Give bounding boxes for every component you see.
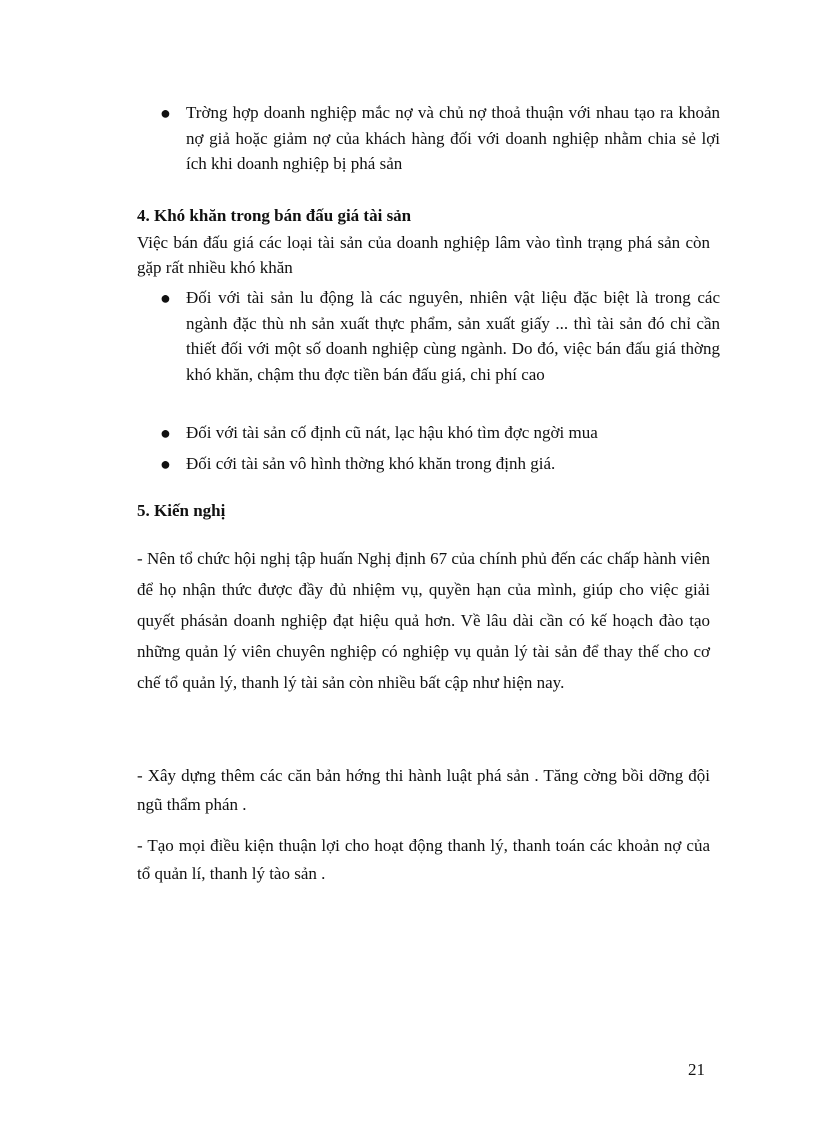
bullet-text: Đối với tài sản cố định cũ nát, lạc hậu khó tìm đợc ngời mua bbox=[186, 423, 598, 442]
list-item bbox=[160, 451, 720, 477]
bullet-icon: ● bbox=[160, 103, 171, 123]
list-item bbox=[160, 420, 720, 446]
bullet-icon: ● bbox=[160, 288, 171, 308]
list-item bbox=[160, 285, 720, 415]
bullet-text: Đối cới tài sản vô hình thờng khó khăn trong định giá. bbox=[186, 454, 556, 473]
section-4-heading: 4. Khó khăn trong bán đấu giá tài sản bbox=[137, 206, 412, 225]
recommendation-paragraph: - Xây dựng thêm các căn bản hớng thi hành luật phá sản . Tăng cờng bồi dỡng đội ngũ thẩm phán . bbox=[137, 766, 710, 814]
recommendation-paragraph: - Tạo mọi điều kiện thuận lợi cho hoạt động thanh lý, thanh toán các khoản nợ của tổ quản lí, thanh lý tào sản . bbox=[137, 836, 710, 883]
section-4-intro: Việc bán đấu giá các loại tài sản của doanh nghiệp lâm vào tình trạng phá sản còn gặp rất nhiều khó khăn bbox=[137, 233, 710, 277]
bullet-text: Trờng hợp doanh nghiệp mắc nợ và chủ nợ thoả thuận với nhau tạo ra khoản nợ giả hoặc giảm nợ của khách hàng đối với doanh nghiệp nhằm chia sẻ lợi ích khi doanh nghiệp bị phá sản bbox=[186, 103, 720, 173]
section-5-heading: 5. Kiến nghị bbox=[137, 501, 226, 520]
page-number: 21 bbox=[688, 1060, 705, 1079]
recommendation-paragraph: - Nên tổ chức hội nghị tập huấn Nghị định 67 của chính phủ đến các chấp hành viên để họ nhận thức được đầy đủ nhiệm vụ, quyền hạn của mình, giúp cho việc giải quyết phásản doanh nghiệp đạt hiệu quả hơn. Về lâu dài cần có kế hoạch đào tạo những quản lý viên chuyên nghiệp có nghiệp vụ quản lý tài sản để thay thế cho cơ chế tổ quản lý, thanh lý tài sản còn nhiều bất cập như hiện nay. bbox=[137, 549, 710, 692]
bullet-text: Đối với tài sản lu động là các nguyên, nhiên vật liệu đặc biệt là trong các ngành đặc thù nh sản xuất thực phẩm, sản xuất giấy ... thì tài sản đó chỉ cần thiết đối với một số doanh nghiệp cùng ngành. Do đó, việc bán đấu giá thờng khó khăn, chậm thu đợc tiền bán đấu giá, chi phí cao bbox=[186, 288, 720, 384]
bullet-icon: ● bbox=[160, 423, 171, 443]
bullet-icon: ● bbox=[160, 454, 171, 474]
list-item bbox=[160, 100, 720, 180]
